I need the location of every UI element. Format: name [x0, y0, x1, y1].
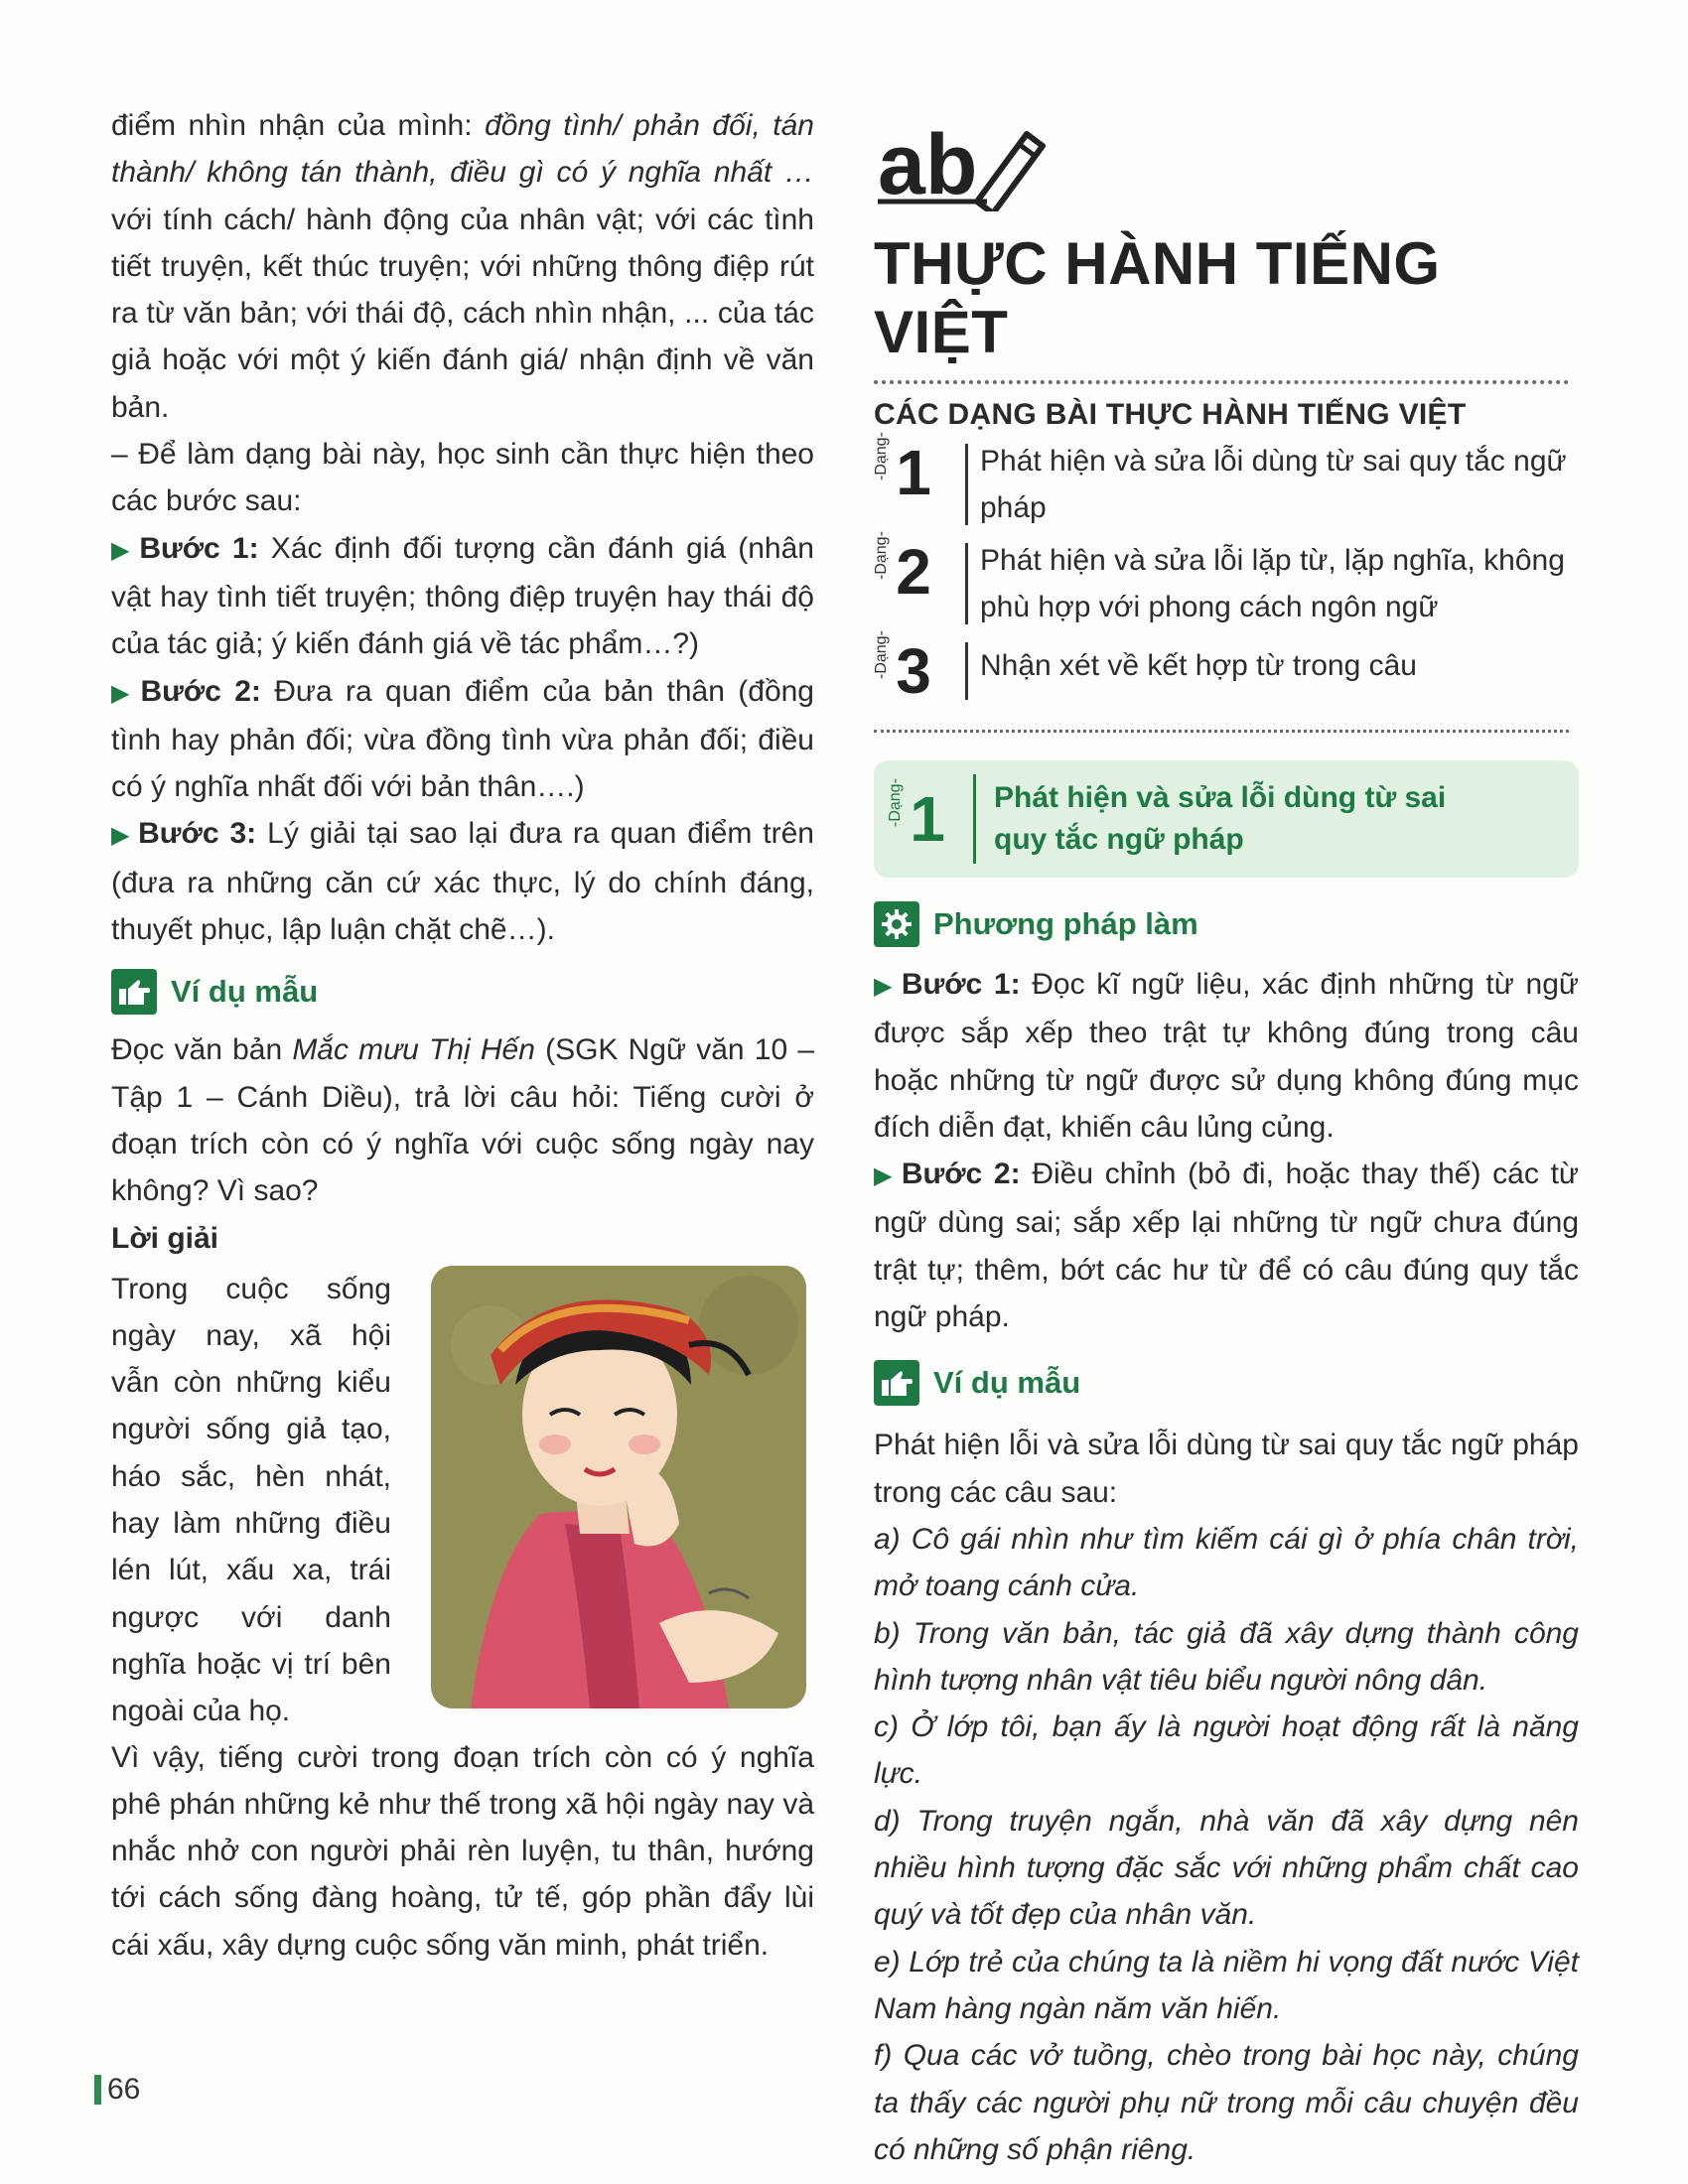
type-tag — [873, 630, 961, 707]
example-work-title: Mắc mưu Thị Hến — [292, 1033, 535, 1067]
types-subtitle: CÁC DẠNG BÀI THỰC HÀNH TIẾNG VIỆT — [874, 398, 1467, 431]
solution-line: lén lút, xấu xa, trái — [111, 1554, 391, 1587]
method-heading — [874, 899, 1579, 949]
intro-italic-1: đồng tình/ phản đối, tán — [485, 109, 814, 142]
step-2-text: Đưa ra quan điểm của bản thân (đồng tình hay phản đối; vừa đồng tình vừa phản đối; điều có ý nghĩa nhất đối với bản thân….) — [111, 674, 814, 804]
solution-line: Trong cuộc sống — [111, 1272, 391, 1305]
solution-line: hay làm những điều — [111, 1507, 391, 1541]
example-question-pre: Đọc văn bản — [111, 1033, 293, 1067]
step-3-text: Lý giải tại sao lại đưa ra quan điểm trên (đưa ra những căn cứ xác thực, lý do chính đáng, thuyết phục, lập luận chặt chẽ…). — [111, 817, 814, 947]
solution-line: ngoài của họ. — [111, 1695, 291, 1728]
method-step-2-label: Bước 2: — [901, 1158, 1021, 1191]
triangle-bullet-icon: ▶ — [111, 536, 134, 564]
solution-line: háo sắc, hèn nhát, — [111, 1459, 391, 1493]
page-number — [94, 2073, 140, 2107]
method-heading-label: Phương pháp làm — [933, 906, 1198, 941]
dotted-divider — [874, 730, 1569, 733]
intro-text-3: tính cách/ hành động của nhân vật; với các tình tiết truyện, kết thúc truyện; với những thông điệp rút ra từ văn bản; với thái độ, cách nhìn nhận, ... của tác giả hoặc với một ý kiến đánh giá/ nhận định về văn bản. — [111, 203, 814, 424]
example-heading-label: Ví dụ mẫu — [171, 974, 319, 1010]
type-item — [873, 432, 1579, 531]
step-1-label: Bước 1: — [139, 531, 259, 565]
type-text: Nhận xét về kết hợp từ trong câu — [980, 649, 1417, 682]
example-heading-label: Ví dụ mẫu — [933, 1365, 1081, 1401]
example-heading — [111, 967, 814, 1017]
svg-text:ab: ab — [878, 117, 978, 211]
example-sentence: c) Ở lớp tôi, bạn ấy là người hoạt động rất là năng lực. — [874, 1710, 1579, 1791]
triangle-bullet-icon: ▶ — [874, 973, 896, 1000]
solution-line: nghĩa hoặc vị trí bên — [111, 1647, 391, 1681]
type-label: -Dạng- — [873, 531, 890, 580]
type-number: 3 — [896, 635, 931, 707]
solution-line: vẫn còn những kiểu — [111, 1366, 391, 1400]
type-text: Phát hiện và sửa lỗi lặp từ, lặp nghĩa, không phù hợp với phong cách ngôn ngữ — [980, 544, 1565, 623]
intro-text: điểm nhìn nhận của mình: — [111, 109, 486, 142]
type-tag — [873, 432, 961, 508]
page-number-label: 66 — [107, 2073, 141, 2106]
step-3-label: Bước 3: — [138, 817, 257, 851]
solution-line: ngày nay, xã hội — [111, 1318, 391, 1352]
illustration-woman — [431, 1266, 806, 1708]
step-2 — [111, 668, 814, 811]
step-3 — [111, 810, 814, 953]
left-column — [111, 102, 814, 1969]
dotted-divider — [874, 380, 1569, 384]
type-item — [873, 630, 1579, 707]
step-1-text: Xác định đối tượng cần đánh giá (nhân vật hay tình tiết truyện; thông điệp truyện hay thái độ của tác giả; ý kiến đánh giá về tác phẩm…?) — [111, 531, 814, 661]
type-tag — [887, 778, 967, 855]
type-text: Phát hiện và sửa lỗi dùng từ sai quy tắc ngữ pháp — [980, 445, 1567, 524]
example-heading — [874, 1358, 1579, 1408]
step-1 — [111, 525, 814, 668]
example-question-post: (SGK Ngữ văn 10 – Tập 1 – Cánh Diều), trả lời câu hỏi: Tiếng cười ở đoạn trích còn có ý nghĩa với cuộc sống ngày nay không? Vì sao? — [111, 1033, 815, 1208]
intro-text-2: với — [111, 203, 153, 236]
type-number: 2 — [896, 536, 931, 608]
section-title: THỰC HÀNH TIẾNG VIỆT — [874, 230, 1441, 365]
triangle-bullet-icon: ▶ — [111, 679, 135, 707]
conclusion: Vì vậy, tiếng cười trong đoạn trích còn có ý nghĩa phê phán những kẻ như thế trong xã hội ngày nay và nhắc nhở con người phải rèn luyện, tu thân, hướng tới cách sống đàng hoàng, tử tế, góp phần đẩy lùi cái xấu, xây dựng cuộc sống văn minh, phát triển. — [111, 1740, 814, 1962]
solution-block — [111, 1266, 814, 1734]
intro-paragraph — [111, 102, 814, 431]
triangle-bullet-icon: ▶ — [874, 1162, 896, 1190]
type-1-banner — [874, 760, 1579, 878]
triangle-bullet-icon: ▶ — [111, 822, 133, 850]
solution-line: người sống giả tạo, — [111, 1413, 391, 1446]
method-step-1 — [874, 961, 1579, 1151]
type-label: -Dạng- — [873, 432, 890, 480]
solution-text — [111, 1266, 391, 1735]
pointing-hand-icon — [111, 969, 157, 1015]
type-1-banner-text: Phát hiện và sửa lỗi dùng từ sai quy tắc ngữ pháp — [994, 781, 1447, 856]
example-sentence: b) Trong văn bản, tác giả đã xây dựng thành công hình tượng nhân vật tiêu biểu người nông dân. — [874, 1616, 1579, 1697]
type-divider — [965, 642, 968, 700]
example-sentence: d) Trong truyện ngắn, nhà văn đã xây dựng nên nhiều hình tượng đặc sắc với những phẩm chất cao quý và tốt đẹp của nhân văn. — [874, 1804, 1579, 1932]
solution-title: Lời giải — [111, 1221, 219, 1255]
type-number: 1 — [910, 783, 945, 855]
example-question — [111, 1026, 814, 1214]
type-tag — [873, 531, 961, 608]
intro-italic-2: thành/ không tán thành, điều gì có ý nghĩa nhất … — [111, 156, 814, 190]
type-divider — [965, 444, 968, 525]
method-step-1-label: Bước 1: — [901, 968, 1021, 1001]
example-sentence: f) Qua các vở tuồng, chèo trong bài học này, chúng ta thấy các người phụ nữ trong mỗi câu chuyện đều có những số phận riêng. — [874, 2039, 1579, 2166]
method-step-2 — [874, 1151, 1579, 1340]
type-label: -Dạng- — [873, 630, 890, 679]
type-item — [873, 531, 1579, 630]
gear-icon — [874, 901, 919, 947]
type-number: 1 — [896, 437, 931, 508]
type-divider — [973, 774, 976, 864]
example-sentence: e) Lớp trẻ của chúng ta là niềm hi vọng đất nước Việt Nam hàng ngàn năm văn hiến. — [874, 1945, 1579, 2025]
steps-intro: – Để làm dạng bài này, học sinh cần thực hiện theo các bước sau: — [111, 438, 814, 518]
pointing-hand-icon — [874, 1360, 919, 1406]
solution-line: ngược với danh — [111, 1600, 391, 1634]
type-label: -Dạng- — [887, 778, 904, 827]
right-column — [874, 114, 1579, 2173]
ab-pencil-logo — [878, 114, 1579, 211]
example-sentence: a) Cô gái nhìn như tìm kiếm cái gì ở phía chân trời, mở toang cánh cửa. — [874, 1522, 1579, 1603]
page-number-bar — [94, 2075, 101, 2105]
type-divider — [965, 543, 968, 624]
method-step-1-text: Đọc kĩ ngữ liệu, xác định những từ ngữ được sắp xếp theo trật tự không đúng trong câu hoặc những từ ngữ được sử dụng không đúng mục đích diễn đạt, khiến câu lủng củng. — [874, 968, 1579, 1144]
method-step-2-text: Điều chỉnh (bỏ đi, hoặc thay thế) các từ ngữ dùng sai; sắp xếp lại những từ ngữ chưa đúng trật tự; thêm, bớt các hư từ để có câu đúng quy tắc ngữ pháp. — [874, 1158, 1579, 1334]
step-2-label: Bước 2: — [140, 674, 261, 708]
example-intro: Phát hiện lỗi và sửa lỗi dùng từ sai quy tắc ngữ pháp trong các câu sau: — [874, 1429, 1579, 1509]
